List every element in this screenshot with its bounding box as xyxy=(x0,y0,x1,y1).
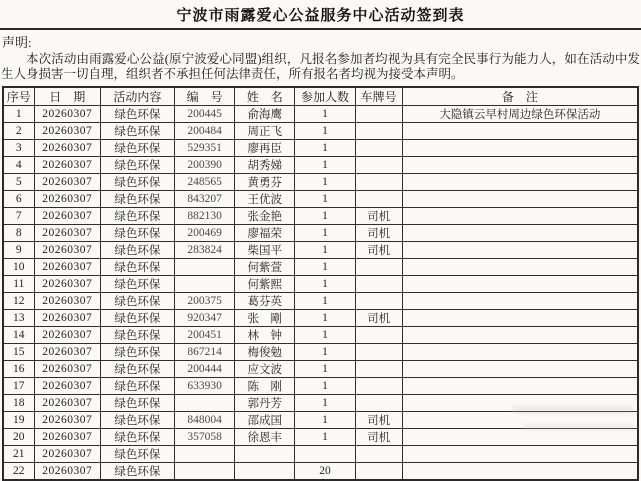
cell-remark xyxy=(402,412,638,429)
cell-number: 248565 xyxy=(175,174,235,191)
cell-date: 20260307 xyxy=(34,361,100,378)
cell-name: 葛芬英 xyxy=(235,293,295,310)
cell-activity: 绿色环保 xyxy=(100,140,174,157)
cell-name: 王优波 xyxy=(235,191,295,208)
cell-count: 1 xyxy=(295,140,355,157)
cell-remark xyxy=(402,361,638,378)
cell-count xyxy=(295,446,355,463)
cell-count: 1 xyxy=(295,293,355,310)
cell-plate xyxy=(355,293,402,310)
page-title: 宁波市雨露爱心公益服务中心活动签到表 xyxy=(176,6,465,24)
cell-plate: 司机 xyxy=(355,429,402,446)
cell-activity: 绿色环保 xyxy=(100,191,174,208)
cell-count: 1 xyxy=(295,191,355,208)
cell-date: 20260307 xyxy=(34,327,100,344)
header-name: 姓 名 xyxy=(235,87,295,106)
cell-activity: 绿色环保 xyxy=(100,429,174,446)
cell-index: 22 xyxy=(3,463,34,481)
cell-name: 周正飞 xyxy=(235,123,295,140)
cell-date: 20260307 xyxy=(34,123,100,140)
cell-activity: 绿色环保 xyxy=(100,395,174,412)
cell-activity: 绿色环保 xyxy=(100,412,174,429)
cell-number: 920347 xyxy=(175,310,235,327)
cell-plate xyxy=(355,378,402,395)
cell-index: 1 xyxy=(3,106,34,123)
cell-date: 20260307 xyxy=(34,293,100,310)
cell-remark xyxy=(402,157,638,174)
cell-name: 廖福荣 xyxy=(235,225,295,242)
cell-date: 20260307 xyxy=(34,140,100,157)
cell-count: 1 xyxy=(295,123,355,140)
cell-activity: 绿色环保 xyxy=(100,344,174,361)
signin-table-body xyxy=(3,106,638,481)
cell-activity: 绿色环保 xyxy=(100,208,174,225)
cell-name xyxy=(235,463,295,481)
cell-name: 何紫萱 xyxy=(235,259,295,276)
cell-count: 1 xyxy=(295,276,355,293)
cell-index: 13 xyxy=(3,310,34,327)
cell-count: 1 xyxy=(295,395,355,412)
cell-name: 张金艳 xyxy=(235,208,295,225)
cell-plate xyxy=(355,463,402,481)
cell-index: 11 xyxy=(3,276,34,293)
cell-plate xyxy=(355,106,402,123)
cell-name: 应文波 xyxy=(235,361,295,378)
table-row xyxy=(3,174,638,191)
cell-date: 20260307 xyxy=(34,208,100,225)
cell-plate: 司机 xyxy=(355,242,402,259)
header-plate: 车牌号 xyxy=(355,87,402,106)
cell-date: 20260307 xyxy=(34,310,100,327)
header-row xyxy=(3,87,638,106)
cell-number: 283824 xyxy=(175,242,235,259)
header-activity: 活动内容 xyxy=(100,87,174,106)
table-row xyxy=(3,361,638,378)
cell-index: 14 xyxy=(3,327,34,344)
cell-count: 1 xyxy=(295,174,355,191)
cell-index: 6 xyxy=(3,191,34,208)
cell-number: 200445 xyxy=(175,106,235,123)
cell-plate xyxy=(355,140,402,157)
cell-remark xyxy=(402,293,638,310)
cell-plate xyxy=(355,327,402,344)
cell-plate xyxy=(355,157,402,174)
cell-index: 8 xyxy=(3,225,34,242)
signin-table-header xyxy=(3,87,638,106)
cell-date: 20260307 xyxy=(34,106,100,123)
cell-count: 1 xyxy=(295,378,355,395)
cell-remark xyxy=(402,463,638,481)
cell-name: 郭丹芳 xyxy=(235,395,295,412)
cell-number: 633930 xyxy=(175,378,235,395)
cell-date: 20260307 xyxy=(34,344,100,361)
cell-number xyxy=(175,259,235,276)
cell-remark xyxy=(402,140,638,157)
table-row xyxy=(3,310,638,327)
cell-index: 4 xyxy=(3,157,34,174)
cell-number: 200451 xyxy=(175,327,235,344)
cell-number: 200444 xyxy=(175,361,235,378)
table-row xyxy=(3,463,638,481)
cell-name: 何紫熙 xyxy=(235,276,295,293)
table-row xyxy=(3,276,638,293)
table-row xyxy=(3,378,638,395)
cell-plate xyxy=(355,361,402,378)
cell-activity: 绿色环保 xyxy=(100,123,174,140)
cell-remark xyxy=(402,276,638,293)
cell-number xyxy=(175,463,235,481)
cell-activity: 绿色环保 xyxy=(100,174,174,191)
cell-name: 邵成国 xyxy=(235,412,295,429)
cell-date: 20260307 xyxy=(34,242,100,259)
cell-plate: 司机 xyxy=(355,208,402,225)
cell-index: 20 xyxy=(3,429,34,446)
cell-activity: 绿色环保 xyxy=(100,446,174,463)
cell-remark xyxy=(402,327,638,344)
cell-name: 胡秀娣 xyxy=(235,157,295,174)
header-index: 序号 xyxy=(3,87,34,106)
cell-remark xyxy=(402,395,638,412)
table-row xyxy=(3,293,638,310)
cell-count: 1 xyxy=(295,344,355,361)
cell-index: 17 xyxy=(3,378,34,395)
cell-remark xyxy=(402,174,638,191)
cell-plate: 司机 xyxy=(355,310,402,327)
cell-index: 15 xyxy=(3,344,34,361)
cell-count: 1 xyxy=(295,327,355,344)
cell-count: 1 xyxy=(295,259,355,276)
cell-activity: 绿色环保 xyxy=(100,463,174,481)
cell-activity: 绿色环保 xyxy=(100,293,174,310)
cell-activity: 绿色环保 xyxy=(100,106,174,123)
cell-index: 19 xyxy=(3,412,34,429)
cell-plate: 司机 xyxy=(355,412,402,429)
cell-name: 黄勇芬 xyxy=(235,174,295,191)
cell-plate xyxy=(355,395,402,412)
table-row xyxy=(3,140,638,157)
cell-count: 1 xyxy=(295,157,355,174)
header-remark: 备 注 xyxy=(402,87,638,106)
cell-index: 16 xyxy=(3,361,34,378)
cell-number: 867214 xyxy=(175,344,235,361)
cell-plate xyxy=(355,174,402,191)
cell-remark xyxy=(402,123,638,140)
cell-remark xyxy=(402,191,638,208)
cell-name: 柴国平 xyxy=(235,242,295,259)
table-row xyxy=(3,157,638,174)
table-row xyxy=(3,327,638,344)
table-row xyxy=(3,225,638,242)
cell-index: 18 xyxy=(3,395,34,412)
cell-activity: 绿色环保 xyxy=(100,378,174,395)
cell-index: 2 xyxy=(3,123,34,140)
header-count: 参加人数 xyxy=(295,87,355,106)
statement-text: 本次活动由雨露爱心公益(原宁波爱心同盟)组织，凡报名参加者均视为具有完全民事行为能力人，如在活动中发生人身损害一切自理，组织者不承担任何法律责任，所有报名者均视为接受本声明。 xyxy=(1,52,640,81)
table-row xyxy=(3,429,638,446)
table-row xyxy=(3,395,638,412)
cell-date: 20260307 xyxy=(34,446,100,463)
cell-remark xyxy=(402,310,638,327)
title-divider xyxy=(0,28,641,30)
cell-name xyxy=(235,446,295,463)
cell-remark xyxy=(402,225,638,242)
cell-remark xyxy=(402,446,638,463)
cell-plate xyxy=(355,191,402,208)
cell-number xyxy=(175,395,235,412)
cell-number: 200484 xyxy=(175,123,235,140)
cell-remark xyxy=(402,378,638,395)
cell-plate xyxy=(355,344,402,361)
cell-count: 1 xyxy=(295,310,355,327)
cell-number: 843207 xyxy=(175,191,235,208)
cell-remark xyxy=(402,208,638,225)
cell-number: 882130 xyxy=(175,208,235,225)
table-row xyxy=(3,106,638,123)
table-row xyxy=(3,123,638,140)
cell-activity: 绿色环保 xyxy=(100,276,174,293)
cell-index: 10 xyxy=(3,259,34,276)
signin-table xyxy=(2,86,639,481)
cell-count: 1 xyxy=(295,429,355,446)
cell-date: 20260307 xyxy=(34,429,100,446)
cell-date: 20260307 xyxy=(34,463,100,481)
cell-plate xyxy=(355,446,402,463)
cell-date: 20260307 xyxy=(34,157,100,174)
cell-date: 20260307 xyxy=(34,276,100,293)
table-row xyxy=(3,446,638,463)
cell-activity: 绿色环保 xyxy=(100,225,174,242)
cell-date: 20260307 xyxy=(34,191,100,208)
cell-plate xyxy=(355,123,402,140)
cell-index: 7 xyxy=(3,208,34,225)
table-row xyxy=(3,412,638,429)
cell-count: 20 xyxy=(295,463,355,481)
cell-index: 12 xyxy=(3,293,34,310)
cell-name: 廖再臣 xyxy=(235,140,295,157)
cell-count: 1 xyxy=(295,242,355,259)
cell-number xyxy=(175,276,235,293)
cell-activity: 绿色环保 xyxy=(100,361,174,378)
cell-name: 林 钟 xyxy=(235,327,295,344)
cell-index: 3 xyxy=(3,140,34,157)
cell-index: 9 xyxy=(3,242,34,259)
cell-date: 20260307 xyxy=(34,378,100,395)
cell-activity: 绿色环保 xyxy=(100,259,174,276)
statement-label: 声明: xyxy=(2,35,32,50)
cell-date: 20260307 xyxy=(34,174,100,191)
cell-date: 20260307 xyxy=(34,225,100,242)
table-row xyxy=(3,344,638,361)
table-row xyxy=(3,208,638,225)
cell-number: 200375 xyxy=(175,293,235,310)
cell-name: 梅俊勉 xyxy=(235,344,295,361)
cell-activity: 绿色环保 xyxy=(100,327,174,344)
cell-remark xyxy=(402,242,638,259)
cell-remark: 大隐镇云早村周边绿色环保活动 xyxy=(402,106,638,123)
cell-activity: 绿色环保 xyxy=(100,157,174,174)
cell-remark xyxy=(402,344,638,361)
cell-remark xyxy=(402,259,638,276)
cell-date: 20260307 xyxy=(34,259,100,276)
cell-name: 陈 刚 xyxy=(235,378,295,395)
table-row xyxy=(3,259,638,276)
cell-number: 200469 xyxy=(175,225,235,242)
cell-count: 1 xyxy=(295,106,355,123)
cell-remark xyxy=(402,429,638,446)
table-row xyxy=(3,191,638,208)
cell-name: 张 剛 xyxy=(235,310,295,327)
cell-name: 徐恩丰 xyxy=(235,429,295,446)
cell-plate: 司机 xyxy=(355,225,402,242)
cell-count: 1 xyxy=(295,225,355,242)
cell-activity: 绿色环保 xyxy=(100,242,174,259)
cell-index: 5 xyxy=(3,174,34,191)
header-number: 编 号 xyxy=(175,87,235,106)
cell-date: 20260307 xyxy=(34,412,100,429)
cell-count: 1 xyxy=(295,208,355,225)
cell-number: 848004 xyxy=(175,412,235,429)
cell-number: 357058 xyxy=(175,429,235,446)
cell-number: 529351 xyxy=(175,140,235,157)
cell-index: 21 xyxy=(3,446,34,463)
cell-count: 1 xyxy=(295,412,355,429)
cell-number xyxy=(175,446,235,463)
cell-date: 20260307 xyxy=(34,395,100,412)
header-date: 日 期 xyxy=(34,87,100,106)
cell-number: 200390 xyxy=(175,157,235,174)
cell-activity: 绿色环保 xyxy=(100,310,174,327)
table-row xyxy=(3,242,638,259)
cell-count: 1 xyxy=(295,361,355,378)
cell-name: 俞海鹰 xyxy=(235,106,295,123)
cell-plate xyxy=(355,276,402,293)
cell-plate xyxy=(355,259,402,276)
